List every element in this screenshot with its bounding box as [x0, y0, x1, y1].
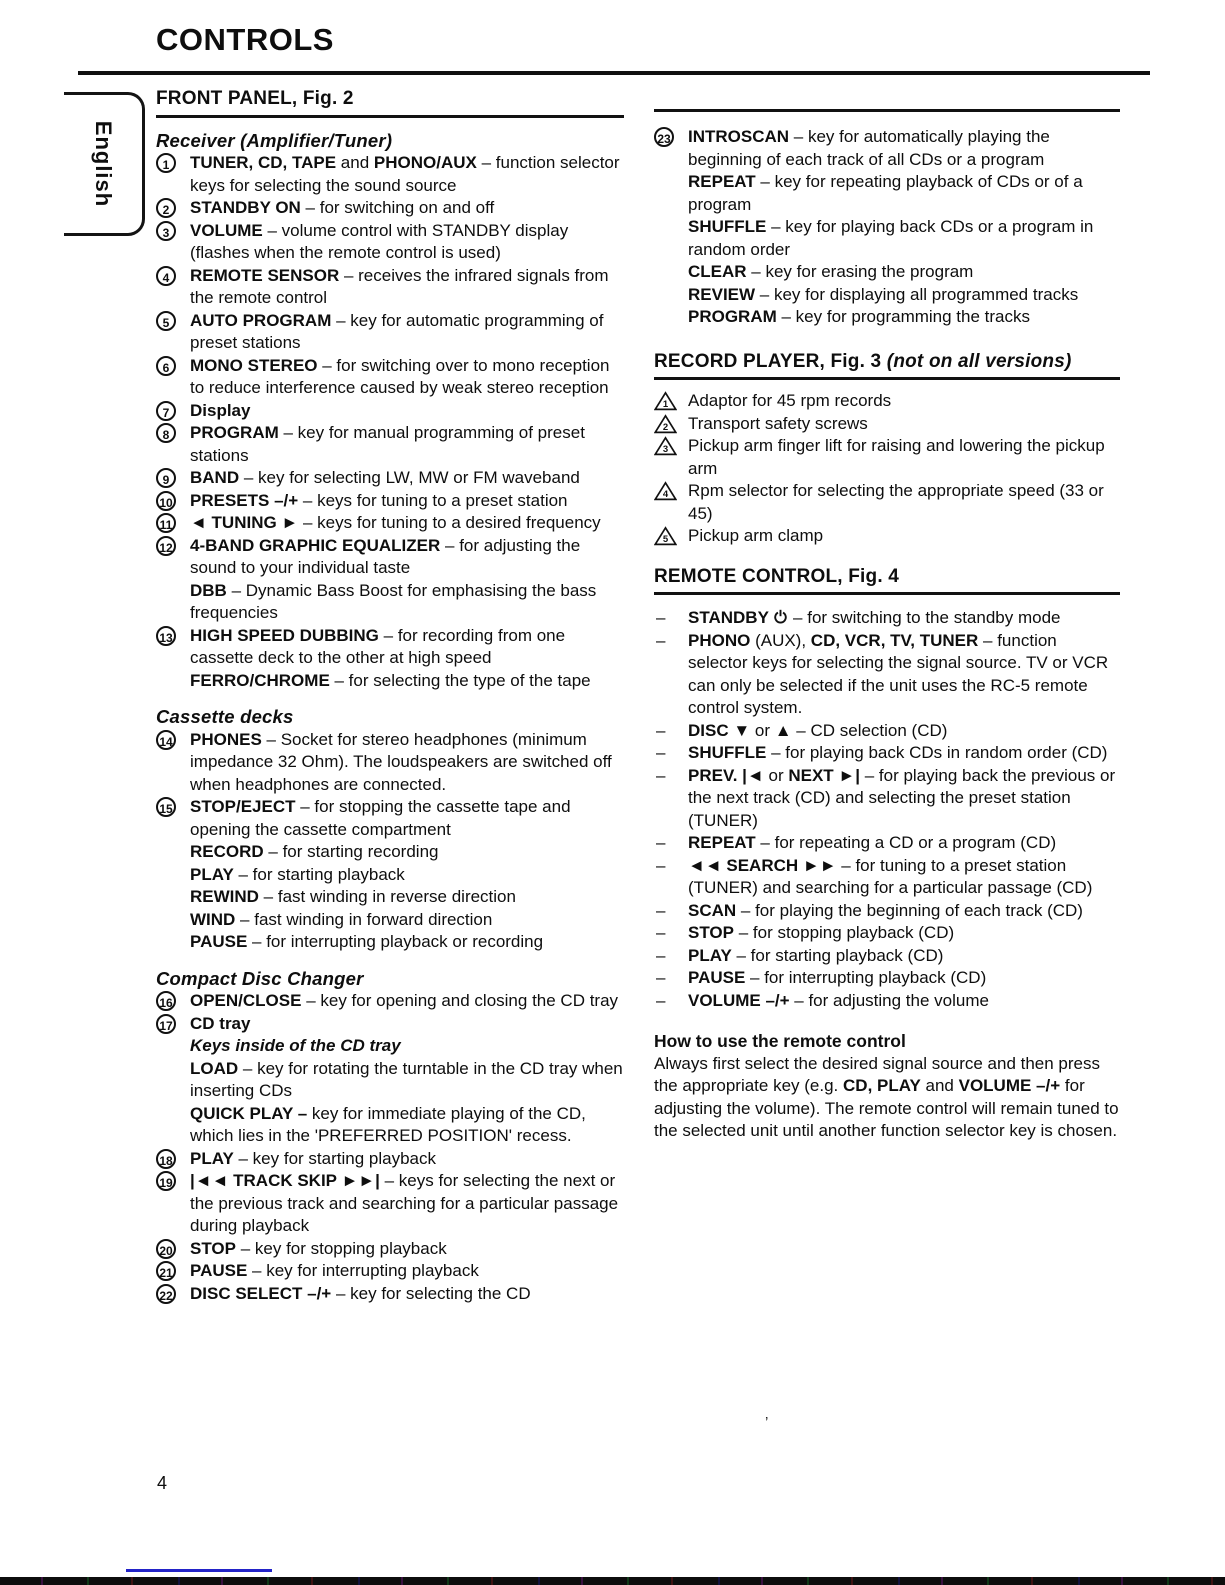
list-item-text [190, 1261, 479, 1280]
svg-text:3: 3 [662, 444, 669, 456]
text-segment: REMOTE SENSOR [190, 265, 340, 285]
list-item-text [190, 513, 601, 532]
text-segment: OPEN/CLOSE [190, 991, 302, 1010]
page-number: 4 [157, 1473, 168, 1493]
text-segment: – for recording from one cassette deck to the other at high speed [190, 625, 566, 667]
list-item [654, 765, 1120, 833]
list-item [156, 310, 624, 355]
text-segment: – for adjusting the volume [789, 990, 989, 1010]
text-segment: Transport safety screws [688, 413, 868, 433]
text-segment: WIND [190, 909, 236, 929]
text-segment: – for playing back the previous or the next track (CD) and selecting the preset station (TUNER) [688, 765, 1116, 830]
title-rule [78, 71, 1150, 75]
text-segment: – keys for tuning to a desired frequency [298, 513, 601, 532]
list-item-text [688, 481, 1104, 523]
text-segment: – key for repeating playback of CDs or of a program [688, 172, 1083, 214]
list-item-text [190, 797, 571, 951]
text-segment: PAUSE [688, 968, 746, 987]
text-segment: TUNER, CD, TAPE [190, 153, 337, 172]
circled-number-marker [156, 266, 176, 289]
svg-text:1: 1 [662, 399, 669, 411]
list-item [654, 480, 1120, 525]
list-item-text [190, 626, 591, 690]
circled-number-marker [156, 311, 176, 334]
list-item-text [688, 968, 986, 987]
text-segment: – key for stopping playback [235, 1238, 447, 1258]
dash-marker: – [656, 833, 666, 852]
text-segment: ◄ TUNING ► [190, 513, 299, 532]
list-item-text [190, 991, 618, 1010]
list-item [654, 832, 1120, 855]
list-item [156, 512, 624, 535]
text-segment: – key for automatically playing the beginning of each track of all CDs or a program [688, 127, 1050, 169]
text-segment: NEXT ►| [788, 765, 860, 785]
list-item-text [688, 608, 1060, 627]
circled-number: 10 [156, 491, 176, 511]
text-segment: – key for playing back CDs or a program in random order [688, 217, 1094, 259]
list-item [654, 720, 1120, 743]
text-segment: PLAY [190, 864, 234, 884]
text-segment: Display [190, 400, 251, 420]
group-heading: Cassette decks [156, 706, 294, 727]
text-segment: – for switching over to mono reception to reduce interference caused by weak stereo reception [190, 355, 610, 397]
list-item-text [688, 391, 891, 410]
circled-number: 9 [156, 468, 176, 488]
text-segment: 4-BAND GRAPHIC EQUALIZER [190, 535, 441, 555]
circled-number-marker [156, 536, 176, 559]
text-segment: – key for selecting LW, MW or FM waveband [239, 468, 580, 487]
list-item-text [190, 153, 620, 195]
circled-number-marker [156, 797, 176, 820]
text-segment: or [750, 720, 775, 740]
circled-number-marker [156, 1261, 176, 1284]
section-heading [654, 566, 1120, 596]
text-segment: VOLUME –/+ [958, 1076, 1061, 1095]
circled-number-marker [156, 356, 176, 379]
text-segment: – for starting recording [263, 842, 439, 861]
text-segment: – for interrupting playback (CD) [745, 968, 987, 987]
circled-number: 18 [156, 1149, 176, 1169]
circled-number-marker [156, 221, 176, 244]
text-segment: RECORD PLAYER, Fig. 3 [654, 350, 887, 372]
text-segment: – for adjusting the sound to your individual taste [190, 535, 581, 577]
circled-number: 22 [156, 1284, 176, 1304]
text-segment: REMOTE CONTROL, Fig. 4 [654, 565, 900, 587]
circled-number: 1 [156, 153, 176, 173]
power-icon [773, 608, 788, 627]
list-item-text [190, 536, 596, 623]
circled-number-marker [156, 153, 176, 176]
text-segment: REPEAT [688, 172, 756, 191]
circled-number: 2 [156, 198, 176, 218]
text-segment: PLAY [688, 945, 732, 965]
list-item [156, 355, 624, 400]
text-segment: DBB [190, 580, 227, 600]
triangle-number-marker [654, 481, 677, 508]
list-item-text [190, 730, 612, 794]
triangle-number-marker [654, 436, 677, 463]
list-item [156, 625, 624, 693]
text-segment: HIGH SPEED DUBBING [190, 625, 379, 645]
text-segment: REWIND [190, 887, 259, 906]
text-segment: – key for displaying all programmed tracks [755, 284, 1079, 304]
dash-marker: – [656, 720, 666, 740]
text-segment: – for switching to the standby mode [788, 608, 1061, 627]
text-segment: Pickup arm clamp [688, 526, 824, 545]
list-item-text [190, 1284, 531, 1303]
paragraph-heading: How to use the remote control [654, 1031, 906, 1051]
circled-number: 8 [156, 423, 176, 443]
circled-number-marker [654, 127, 674, 150]
text-segment: REVIEW [688, 284, 756, 304]
list-item [156, 220, 624, 265]
circled-number-marker [156, 513, 176, 536]
scan-edge-strip [0, 1577, 1225, 1585]
list-item [156, 1013, 624, 1148]
text-segment: – fast winding in forward direction [235, 909, 493, 929]
language-tab-label: English [91, 120, 116, 208]
text-segment: Adaptor for 45 rpm records [688, 391, 892, 410]
text-segment: CLEAR [688, 262, 747, 281]
list-item-text [688, 833, 1056, 852]
list-item-text [190, 221, 568, 263]
text-segment: STANDBY ON [190, 198, 301, 217]
circled-number: 12 [156, 536, 176, 556]
list-item-text [190, 198, 494, 217]
triangle-number-marker [654, 526, 677, 553]
list-item [654, 900, 1120, 923]
text-segment: – CD selection (CD) [791, 720, 948, 740]
text-segment: CD, PLAY [843, 1076, 921, 1095]
circled-number-marker [156, 198, 176, 221]
dash-marker: – [656, 900, 666, 920]
text-segment: – for interrupting playback or recording [247, 932, 544, 951]
list-item-text [688, 631, 1108, 718]
text-segment: – key for automatic programming of preset stations [190, 310, 604, 352]
text-segment: Rpm selector for selecting the appropriate speed (33 or 45) [688, 481, 1104, 523]
list-item [654, 413, 1120, 436]
list-item-text [688, 721, 947, 740]
circled-number-marker [156, 1284, 176, 1307]
text-segment: – for repeating a CD or a program (CD) [755, 833, 1057, 852]
list-item [654, 435, 1120, 480]
text-segment: – for stopping playback (CD) [733, 923, 955, 942]
text-segment: BAND [190, 468, 240, 487]
circled-number-marker [156, 468, 176, 491]
circled-number-marker [156, 626, 176, 649]
svg-text:2: 2 [662, 421, 669, 433]
list-item [156, 1260, 624, 1283]
text-segment: PRESETS –/+ [190, 490, 299, 510]
circled-number-marker [156, 1014, 176, 1037]
text-segment: DISC SELECT –/+ [190, 1283, 332, 1303]
dash-marker: – [656, 608, 666, 627]
text-segment: – key for erasing the program [746, 262, 974, 281]
circled-number-marker [156, 491, 176, 514]
text-segment: PHONO [688, 630, 751, 650]
list-item [156, 265, 624, 310]
dash-marker: – [656, 945, 666, 965]
text-segment: STOP [190, 1238, 236, 1258]
text-segment: (not on all versions) [886, 350, 1072, 372]
circled-number-marker [156, 1149, 176, 1172]
text-segment: – for starting playback [233, 864, 405, 884]
text-segment: Keys inside of the CD tray [190, 1036, 401, 1055]
right-column [654, 109, 1120, 1143]
list-item [156, 1148, 624, 1171]
text-segment: FERRO/CHROME [190, 670, 330, 690]
dash-marker: – [656, 630, 666, 650]
text-segment: – for starting playback (CD) [731, 945, 944, 965]
text-segment: SCAN [688, 900, 737, 920]
list-item-text [688, 946, 943, 965]
dash-marker: – [656, 765, 666, 785]
list-item-text [688, 991, 989, 1010]
list-item-text [190, 356, 610, 398]
section-heading [654, 351, 1120, 381]
list-item-text [190, 266, 609, 308]
text-segment: VOLUME [190, 220, 263, 240]
scan-blue-line [126, 1569, 272, 1572]
text-segment: CD, VCR, TV, TUNER [810, 630, 979, 650]
dash-marker: – [656, 923, 666, 942]
text-segment: PLAY [190, 1148, 234, 1168]
list-item-text [190, 1171, 618, 1235]
list-item-text [688, 766, 1115, 830]
text-segment: – receives the infrared signals from the remote control [190, 265, 609, 307]
spacer [156, 118, 624, 130]
text-segment: or [763, 765, 789, 785]
circled-number: 19 [156, 1171, 176, 1191]
circled-number: 5 [156, 311, 176, 331]
list-item-text [688, 127, 1093, 326]
list-item-text [190, 468, 580, 487]
list-item [156, 535, 624, 625]
left-column [156, 88, 624, 1305]
text-segment: SHUFFLE [688, 743, 767, 762]
list-item [654, 525, 1120, 548]
list-item [156, 152, 624, 197]
list-item [156, 1283, 624, 1306]
circled-number: 21 [156, 1261, 176, 1281]
list-item-text [688, 743, 1107, 762]
paragraph [654, 1053, 1120, 1143]
page-title: CONTROLS [156, 22, 334, 57]
list-item [654, 630, 1120, 720]
text-segment: – for stopping the cassette tape and opening the cassette compartment [190, 797, 571, 839]
circled-number-marker [156, 423, 176, 446]
text-segment: – key for selecting the CD [331, 1283, 531, 1303]
list-item [654, 607, 1120, 630]
text-segment: – keys for tuning to a preset station [298, 490, 568, 510]
list-item [654, 922, 1120, 945]
circled-number: 16 [156, 991, 176, 1011]
dash-marker: – [656, 968, 666, 987]
text-segment: key for immediate playing of the CD, which lies in the 'PREFERRED POSITION' recess. [190, 1103, 586, 1145]
group-heading: Compact Disc Changer [156, 967, 364, 989]
list-item-text [190, 1014, 623, 1146]
text-segment: VOLUME –/+ [688, 990, 790, 1010]
circled-number: 23 [654, 127, 674, 147]
text-segment: – key for programming the tracks [776, 307, 1030, 326]
list-item [654, 967, 1120, 990]
text-segment: LOAD [190, 1058, 239, 1078]
svg-text:4: 4 [662, 489, 669, 501]
text-segment: STOP [688, 923, 734, 942]
list-item [156, 467, 624, 490]
text-segment: – key for manual programming of preset stations [190, 423, 585, 465]
text-segment: Always first select the desired signal source and then press the appropriate key (e.g. [654, 1053, 1101, 1095]
list-item-text [190, 423, 585, 465]
list-item [156, 990, 624, 1013]
list-item [156, 197, 624, 220]
circled-number-marker [156, 730, 176, 753]
circled-number: 3 [156, 221, 176, 241]
text-segment: – function selector keys for selecting the sound source [190, 153, 620, 195]
language-tab [64, 92, 145, 236]
text-segment: INTROSCAN [688, 127, 790, 146]
text-segment: – volume control with STANDBY display (flashes when the remote control is used) [190, 220, 569, 262]
text-segment: – key for opening and closing the CD tray [301, 991, 619, 1010]
list-item-text [688, 414, 868, 433]
circled-number: 15 [156, 797, 176, 817]
spacer [654, 548, 1120, 566]
text-segment: AUTO PROGRAM [190, 310, 332, 330]
list-item [156, 490, 624, 513]
list-item [156, 400, 624, 423]
circled-number: 20 [156, 1239, 176, 1259]
list-item [654, 742, 1120, 765]
spacer [654, 1012, 1120, 1030]
list-item-text [190, 1149, 436, 1168]
text-segment: – for switching on and off [300, 198, 495, 217]
dash-marker: – [656, 990, 666, 1010]
spacer [654, 595, 1120, 607]
text-segment: – keys for selecting the next or the previous track and searching for a particular passage during playback [190, 1171, 619, 1235]
section-heading [156, 88, 624, 118]
list-item-text [190, 1239, 447, 1258]
text-segment: PHONO/AUX [373, 153, 477, 172]
circled-number: 11 [156, 513, 176, 533]
list-item [654, 990, 1120, 1013]
text-segment: RECORD [190, 842, 264, 861]
list-item-text [190, 401, 250, 420]
circled-number-marker [156, 991, 176, 1014]
text-segment: ◄◄ SEARCH ►► [688, 855, 837, 875]
list-item-text [688, 436, 1105, 478]
spacer [156, 954, 624, 968]
circled-number: 17 [156, 1014, 176, 1034]
dash-marker: – [656, 855, 666, 875]
text-segment: – fast winding in reverse direction [258, 887, 516, 906]
text-segment: – for playing back CDs in random order (CD) [766, 743, 1108, 762]
text-segment: SHUFFLE [688, 217, 767, 236]
circled-number-marker [156, 1171, 176, 1194]
spacer [654, 112, 1120, 126]
text-segment: – key for interrupting playback [247, 1261, 479, 1280]
text-segment: – for tuning to a preset station (TUNER) and searching for a particular passage (CD) [688, 855, 1093, 897]
list-item [654, 390, 1120, 413]
list-item-text [688, 526, 823, 545]
spacer [654, 329, 1120, 351]
circled-number-marker [156, 401, 176, 424]
list-item-text [688, 856, 1092, 898]
list-item [654, 126, 1120, 329]
text-segment: PROGRAM [688, 307, 777, 326]
text-segment: PHONES [190, 729, 262, 749]
text-segment: STOP/EJECT [190, 797, 296, 816]
list-item [156, 1170, 624, 1238]
text-segment: – function selector keys for selecting the signal source. TV or VCR can only be selected if the unit uses the RC-5 remote control system. [688, 630, 1109, 717]
text-segment: and [336, 153, 374, 172]
text-segment: – key for rotating the turntable in the CD tray when inserting CDs [190, 1058, 623, 1100]
circled-number: 13 [156, 626, 176, 646]
text-segment: (AUX), [750, 630, 811, 650]
text-segment: MONO STEREO [190, 355, 318, 375]
list-item [654, 945, 1120, 968]
circled-number-marker [156, 1239, 176, 1262]
list-item [156, 796, 624, 954]
text-segment: REPEAT [688, 833, 756, 852]
circled-number: 7 [156, 401, 176, 421]
text-segment: – Socket for stereo headphones (minimum impedance 32 Ohm). The loudspeakers are switched off when headphones are connected. [190, 729, 612, 794]
text-segment: STANDBY [688, 608, 774, 627]
circled-number: 14 [156, 730, 176, 750]
text-segment: – for selecting the type of the tape [329, 670, 591, 690]
text-segment: QUICK PLAY – [190, 1103, 308, 1123]
text-segment: – key for starting playback [233, 1148, 436, 1168]
circled-number: 4 [156, 266, 176, 286]
text-segment: PAUSE [190, 1261, 248, 1280]
text-segment: Pickup arm finger lift for raising and lowering the pickup arm [688, 436, 1105, 478]
dash-marker: – [656, 743, 666, 762]
text-segment: – for playing the beginning of each track (CD) [736, 900, 1083, 920]
spacer [156, 692, 624, 706]
list-item-text [688, 901, 1083, 920]
list-item [156, 729, 624, 797]
list-item [156, 1238, 624, 1261]
list-item-text [688, 923, 954, 942]
stray-mark: ’ [765, 1414, 769, 1431]
list-item [156, 422, 624, 467]
text-segment: ▲ [774, 720, 792, 740]
text-segment: – Dynamic Bass Boost for emphasising the bass frequencies [190, 580, 597, 622]
text-segment: PAUSE [190, 932, 248, 951]
list-item-text [190, 311, 603, 353]
circled-number: 6 [156, 356, 176, 376]
text-segment: DISC ▼ [688, 720, 751, 740]
group-heading: Receiver (Amplifier/Tuner) [156, 129, 393, 151]
text-segment: CD tray [190, 1013, 251, 1033]
svg-text:5: 5 [662, 534, 669, 546]
text-segment: PREV. |◄ [688, 765, 764, 785]
list-item-text [190, 491, 568, 510]
text-segment: |◄◄ TRACK SKIP ►►| [190, 1171, 380, 1190]
text-segment: for adjusting the volume). The remote control will remain tuned to the selected unit until another function selector key is chosen. [654, 1076, 1119, 1140]
list-item [654, 855, 1120, 900]
text-segment: and [920, 1076, 959, 1095]
spacer [654, 380, 1120, 390]
text-segment: PROGRAM [190, 423, 279, 442]
text-segment: FRONT PANEL, Fig. 2 [156, 88, 354, 109]
